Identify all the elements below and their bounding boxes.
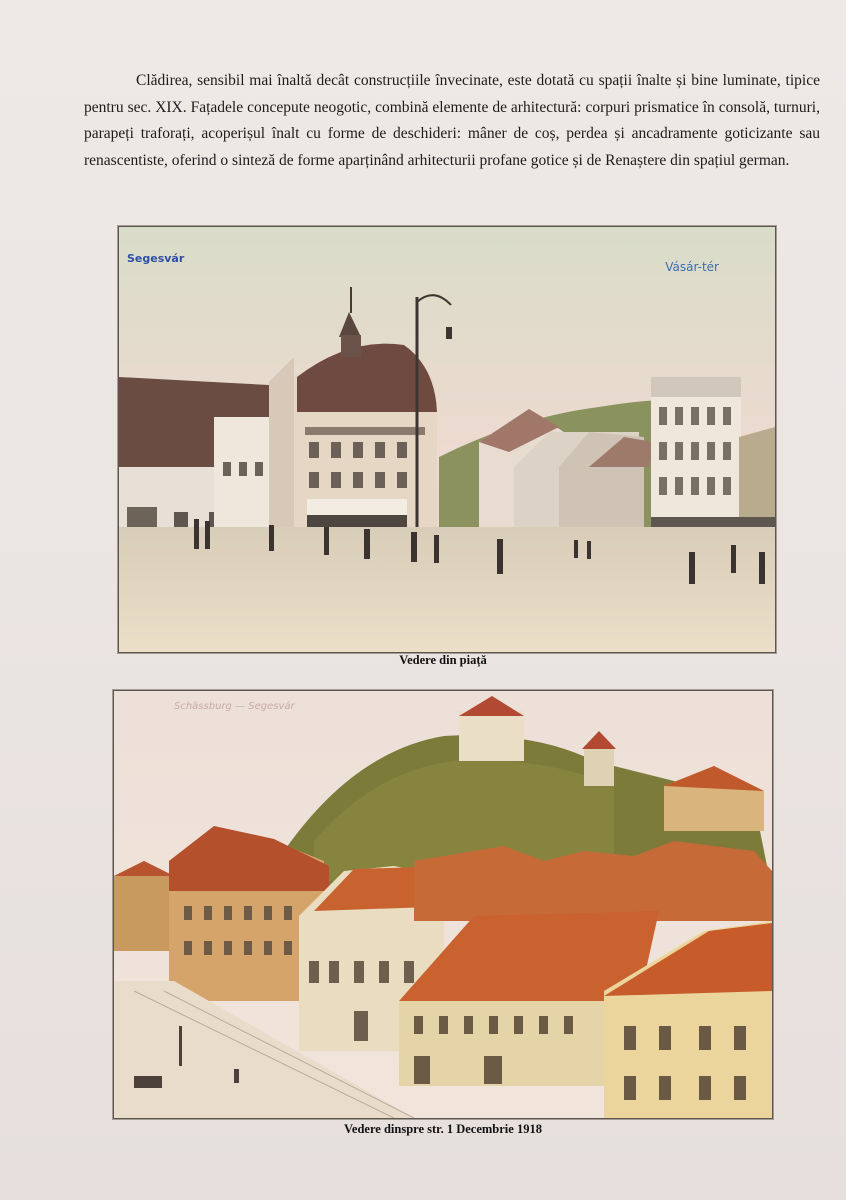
postcard-market-square xyxy=(118,226,776,653)
postcard-street-view xyxy=(113,690,773,1119)
postcard-street-view-illustration xyxy=(114,691,772,1118)
postcard-market-square-illustration xyxy=(119,227,775,652)
caption-street-view: Vedere dinspre str. 1 Decembrie 1918 xyxy=(344,1122,542,1136)
postcard-overlay-faint-title: Schässburg — Segesvár xyxy=(174,701,295,712)
body-paragraph: Clădirea, sensibil mai înaltă decât construcțiile învecinate, este dotată cu spații înalte și bine luminate, tipice pentru sec. XIX. Fațadele concepute neogotic, combină elemente de arhitectură: corpuri prismatice în consolă, turnuri, parapeți traforați, acoperișul înalt cu forme de deschideri: mâner de coș, perdea și ancadramente goticizante sau renascentiste, oferind o sinteză de forme aparținând arhitecturii profane gotice și de Renaștere din spațiul german. xyxy=(84,72,820,169)
postcard-overlay-town-name: Segesvár xyxy=(127,252,185,265)
postcard-overlay-square-name: Vásár-tér xyxy=(665,260,719,274)
caption-market-square: Vedere din piață xyxy=(399,653,487,667)
